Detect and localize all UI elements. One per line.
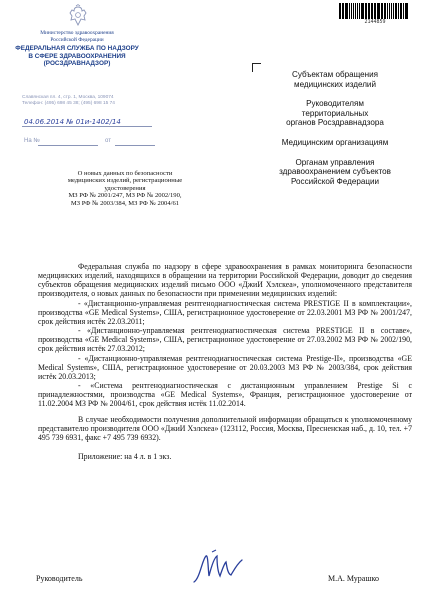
recipient-2-line-3: органов Росздравнадзора — [286, 118, 384, 128]
barcode-bar — [349, 3, 350, 19]
item-1: - «Дистанционно-управляемая рентгенодиагностическая система PRESTIGE II в комплектации», производства «GE Medical Systems», США, регистрационное удостоверение от 22.03.2001 МЗ РФ № 2001/247, срок действия истёк 22.03.2011; — [38, 298, 412, 326]
registration-underline — [22, 126, 152, 127]
attachment-line: Приложение: на 4 л. в 1 экз. — [78, 451, 172, 461]
subject-block — [44, 170, 206, 207]
subject-line-3: удостоверения — [104, 184, 146, 192]
item-4: - «Система рентгенодиагностическая с дистанционным управлением Prestige Si с принадлежностями, производства «GE Medical Systems», Франция, регистрационное удостоверение от 11.02.2004 МЗ РФ № 2004/61, срок действия истёк 11.02.2014. — [38, 381, 412, 409]
barcode-bar — [357, 3, 359, 19]
barcode-bar — [371, 3, 373, 19]
reference-line — [22, 136, 182, 146]
barcode-bar — [375, 3, 376, 19]
barcode-bar — [366, 3, 367, 19]
signatory-name: М.А. Мурашко — [328, 574, 379, 583]
recipient-2-line-1: Руководителям — [306, 99, 364, 109]
barcode-bar — [384, 3, 386, 19]
recipient-1-line-2: медицинских изделий — [294, 79, 376, 89]
barcode-bar — [382, 3, 383, 19]
barcode-bar — [405, 3, 406, 19]
barcode-bar — [389, 3, 391, 19]
address-block — [22, 95, 150, 107]
barcode-bar — [398, 3, 399, 19]
barcode-bar — [406, 3, 408, 19]
subject-line-5: МЗ РФ № 2003/384, МЗ РФ № 2004/61 — [70, 199, 180, 207]
barcode-bar — [400, 3, 402, 19]
ministry-line-1: Министерство здравоохранения — [40, 30, 114, 36]
barcode-bar — [381, 3, 382, 19]
barcode-bar — [353, 3, 354, 19]
recipient-4-line-1: Органам управления — [295, 157, 375, 167]
barcode-bar — [377, 3, 379, 19]
barcode-bar — [374, 3, 375, 19]
handwritten-signature — [190, 548, 250, 588]
recipient-list — [258, 70, 412, 186]
service-line-1: ФЕДЕРАЛЬНАЯ СЛУЖБА ПО НАДЗОРУ — [15, 45, 139, 53]
ot-label: от — [105, 138, 111, 144]
barcode-bar — [343, 3, 344, 19]
recipient-4 — [258, 158, 412, 187]
na-label: На № — [24, 138, 40, 144]
na-underline — [38, 145, 98, 146]
barcode-bar — [345, 3, 347, 19]
recipient-4-line-2: здравоохранением субъектов — [279, 167, 391, 177]
address: Славянская пл. 4, стр. 1, Москва, 109074 — [22, 95, 114, 100]
barcode-bar — [355, 3, 356, 19]
signature-position: Руководитель — [36, 574, 83, 583]
intro-paragraph: Федеральная служба по надзору в сфере здравоохранения в рамках мониторинга безопасности медицинских изделий, находящихся в обращении на территории Российской Федерации, доводит до сведения субъектов обращения медицинских изделий письмо ООО «ДжиИ Хэлскеа», уполномоченного представителя производителя, о новых данных по безопасности при применении медицинских изделий: — [38, 262, 412, 299]
recipient-4-line-3: Российской Федерации — [290, 176, 379, 186]
subject-line-4: МЗ РФ № 2001/247, МЗ РФ № 2002/190, — [68, 192, 182, 200]
barcode-bar — [365, 3, 366, 19]
service-line-3: (РОСЗДРАВНАДЗОР) — [43, 60, 111, 67]
recipient-1 — [258, 70, 412, 89]
subject-line-2: медицинских изделий, регистрационные — [67, 177, 183, 185]
subject-line-1: О новых данных по безопасности — [77, 170, 173, 177]
recipient-2-line-2: территориальных — [301, 108, 369, 118]
letterhead — [13, 30, 141, 67]
ministry-line-2: Российской Федерации — [50, 36, 104, 43]
barcode-bar — [339, 3, 341, 19]
barcode-bar — [368, 3, 370, 19]
barcode-bar — [393, 3, 394, 19]
barcode-bar — [361, 3, 363, 19]
barcode-bar — [387, 3, 388, 19]
barcode-bar — [395, 3, 397, 19]
coat-of-arms-emblem — [66, 4, 90, 28]
item-3: - «Дистанционно-управляемая рентгенодиагностическая система Prestige-II», производства «GE Medical Systems», США, регистрационное удостоверение от 20.03.2003 МЗ РФ № 2003/384, срок действия истёк 20.03.2013; — [38, 353, 412, 381]
barcode — [339, 3, 409, 19]
barcode-bar — [342, 3, 343, 19]
registration-date-number: 04.06.2014 № 01и-1402/14 — [24, 118, 121, 126]
barcode-bar — [351, 3, 353, 19]
barcode-bar — [391, 3, 392, 19]
phones: Телефон: (495) 698 45 38; (495) 698 15 74 — [22, 101, 115, 106]
contact-paragraph: В случае необходимости получения дополнительной информации обращаться к уполномоченному представителю производителя ООО «ДжиИ Хэлскеа» (123112, Россия, Москва, Пресненская наб., д. 10, тел. +7 495 739 6931, факс +7 495 739 6932). — [38, 414, 412, 442]
recipient-3 — [258, 138, 412, 148]
barcode-number: 2144859 — [364, 19, 386, 25]
recipient-1-line-1: Субъектам обращения — [291, 70, 379, 79]
recipient-3-line-1: Медицинским организациям — [281, 137, 389, 147]
recipient-2 — [258, 99, 412, 128]
ot-underline — [115, 145, 155, 146]
barcode-bar — [359, 3, 360, 19]
service-line-2: В СФЕРЕ ЗДРАВООХРАНЕНИЯ — [28, 52, 126, 60]
letter-body — [38, 262, 412, 461]
item-2: - «Дистанционно-управляемая рентгенодиагностическая система PRESTIGE II в составе», производства «GE Medical Systems», США, регистрационное удостоверение от 27.03.2002 МЗ РФ № 2002/190, срок действия истёк 27.03.2012; — [38, 326, 412, 354]
barcode-bar — [403, 3, 404, 19]
